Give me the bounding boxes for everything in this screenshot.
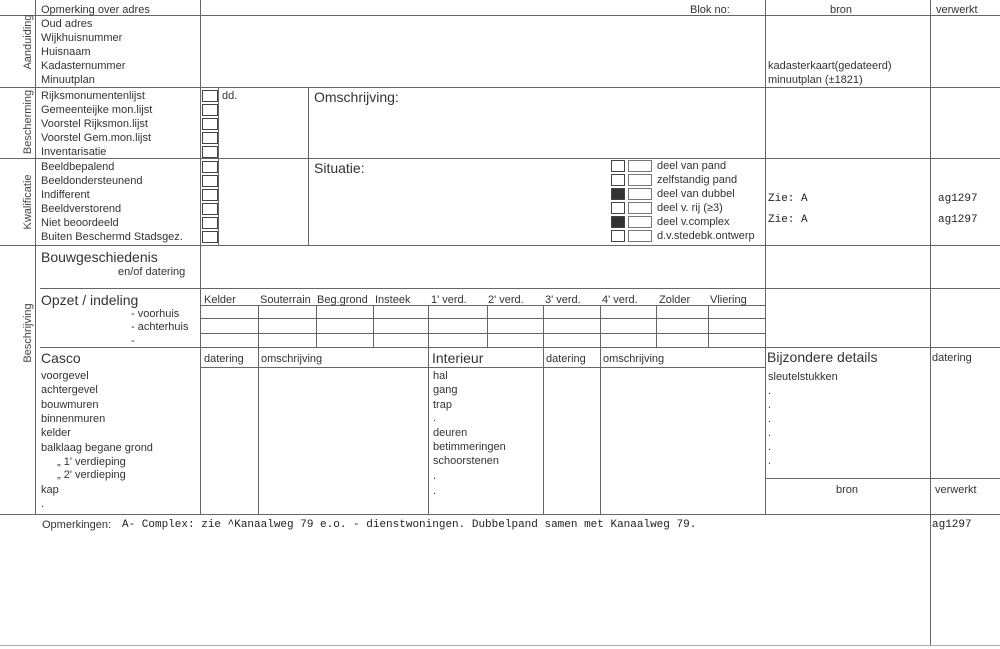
grid-line	[0, 87, 1000, 88]
source-item: kadasterkaart(gedateerd)	[768, 60, 892, 72]
details-verwerkt-header: verwerkt	[935, 484, 977, 496]
situatie-checkbox[interactable]	[611, 230, 625, 242]
situatie-option-label: deel van dubbel	[657, 188, 735, 200]
checkbox[interactable]	[202, 118, 218, 130]
grid-line	[200, 0, 201, 514]
details-item: .	[768, 413, 772, 425]
grid-line	[35, 0, 36, 514]
casco-item: achtergevel	[41, 384, 98, 396]
interieur-item: gang	[433, 384, 458, 396]
kwalificatie-item: Beeldbepalend	[41, 161, 115, 173]
grid-line	[656, 305, 657, 347]
floor-header: 4' verd.	[602, 294, 638, 306]
details-item: .	[768, 441, 772, 453]
casco-item: binnenmuren	[41, 413, 106, 425]
kwalificatie-item: Niet beoordeeld	[41, 217, 119, 229]
checkbox[interactable]	[202, 132, 218, 144]
datering-sublabel: en/of datering	[118, 266, 186, 278]
grid-line	[40, 288, 1000, 289]
grid-line	[428, 305, 429, 347]
side-label-bescherming: Bescherming	[22, 89, 34, 155]
situatie-option-label: zelfstandig pand	[657, 174, 738, 186]
interieur-item: hal	[433, 370, 448, 382]
checkbox[interactable]	[202, 217, 218, 229]
grid-line	[373, 305, 374, 347]
kwalificatie-item: Indifferent	[41, 189, 90, 201]
grid-line	[200, 367, 765, 368]
grid-line	[200, 318, 765, 319]
interieur-item: .	[433, 470, 437, 482]
checkbox[interactable]	[202, 231, 218, 243]
interieur-omschrijving-header: omschrijving	[603, 353, 665, 365]
verwerkt-code: ag1297	[938, 214, 978, 226]
grid-line	[600, 347, 601, 514]
situatie-checkbox[interactable]	[611, 202, 625, 214]
situatie-checkbox-checked[interactable]	[611, 188, 625, 200]
side-label-beschrijving: Beschrijving	[22, 303, 34, 363]
floor-header: 3' verd.	[545, 294, 581, 306]
checkbox[interactable]	[202, 203, 218, 215]
situatie-option-label: deel v. rij (≥3)	[657, 202, 723, 214]
floor-header: Zolder	[659, 294, 691, 306]
grid-line	[258, 305, 259, 347]
zie-reference: Zie: A	[768, 193, 808, 205]
grid-line	[765, 478, 1000, 479]
grid-line	[930, 0, 931, 645]
checkbox[interactable]	[202, 161, 218, 173]
grid-line	[543, 305, 544, 347]
side-label-kwalificatie: Kwalificatie	[22, 174, 34, 230]
details-item: .	[768, 455, 772, 467]
grid-line	[200, 333, 765, 334]
checkbox[interactable]	[202, 175, 218, 187]
kwalificatie-item: Beeldverstorend	[41, 203, 122, 215]
aanduiding-item: Minuutplan	[41, 74, 95, 86]
dd-label: dd.	[222, 90, 238, 102]
omschrijving-label: Omschrijving:	[314, 89, 399, 105]
grid-line	[218, 87, 219, 158]
opzet-row: - achterhuis	[131, 321, 189, 333]
floor-header: Souterrain	[260, 294, 311, 306]
interieur-item: deuren	[433, 427, 468, 439]
grid-line	[308, 87, 309, 245]
grid-line	[0, 645, 1000, 646]
casco-item: .	[41, 498, 45, 510]
casco-item: „ 1' verdieping	[57, 456, 126, 468]
grid-line	[40, 347, 1000, 348]
aanduiding-item: Huisnaam	[41, 46, 91, 58]
interieur-item: schoorstenen	[433, 455, 500, 467]
details-label: Bijzondere details	[767, 349, 878, 365]
interieur-label: Interieur	[432, 350, 484, 366]
interieur-item: .	[433, 485, 437, 497]
interieur-item: .	[433, 412, 437, 424]
side-label-aanduiding: Aanduiding	[22, 14, 34, 70]
details-bron-header: bron	[836, 484, 859, 496]
opmerkingen-label: Opmerkingen:	[42, 519, 112, 531]
situatie-option-label: deel v.complex	[657, 216, 730, 228]
pand-icon	[628, 160, 652, 172]
situatie-checkbox[interactable]	[611, 174, 625, 186]
checkbox[interactable]	[202, 189, 218, 201]
opzet-row: -	[131, 335, 135, 347]
details-item: .	[768, 385, 772, 397]
interieur-datering-header: datering	[546, 353, 586, 365]
details-item: sleutelstukken	[768, 371, 838, 383]
details-item: .	[768, 399, 772, 411]
grid-line	[487, 305, 488, 347]
situatie-option-label: deel van pand	[657, 160, 727, 172]
zelfstandig-pand-icon	[628, 174, 652, 186]
floor-header: Beg.grond	[317, 294, 368, 306]
grid-line	[600, 305, 601, 347]
bescherming-item: Gemeenteijke mon.lijst	[41, 104, 153, 116]
grid-line	[708, 305, 709, 347]
floor-header: Kelder	[204, 294, 236, 306]
casco-item: kap	[41, 484, 59, 496]
aanduiding-item: Kadasternummer	[41, 60, 126, 72]
bescherming-item: Rijksmonumentenlijst	[41, 90, 145, 102]
verwerkt-code: ag1297	[938, 193, 978, 205]
casco-label: Casco	[41, 350, 81, 366]
zie-reference: Zie: A	[768, 214, 808, 226]
checkbox[interactable]	[202, 146, 218, 158]
grid-line	[428, 347, 429, 514]
kwalificatie-item: Beeldondersteunend	[41, 175, 143, 187]
opmerkingen-verwerkt: ag1297	[932, 519, 972, 531]
bescherming-item: Voorstel Gem.mon.lijst	[41, 132, 152, 144]
kwalificatie-item: Buiten Beschermd Stadsgez.	[41, 231, 183, 243]
details-datering-header: datering	[932, 352, 972, 364]
situatie-label: Situatie:	[314, 160, 365, 176]
opzet-label: Opzet / indeling	[41, 292, 139, 308]
interieur-item: betimmeringen	[433, 441, 506, 453]
grid-line	[258, 347, 259, 514]
opzet-row: - voorhuis	[131, 308, 180, 320]
grid-line	[0, 245, 1000, 246]
checkbox[interactable]	[202, 90, 218, 102]
checkbox[interactable]	[202, 104, 218, 116]
grid-line	[0, 514, 1000, 515]
floor-header: Insteek	[375, 294, 411, 306]
floor-header: Vliering	[710, 294, 747, 306]
interieur-item: trap	[433, 399, 452, 411]
casco-item: balklaag begane grond	[41, 442, 153, 454]
source-item: minuutplan (±1821)	[768, 74, 863, 86]
situatie-option-label: d.v.stedebk.ontwerp	[657, 230, 755, 242]
verwerkt-header: verwerkt	[936, 4, 978, 16]
casco-omschrijving-header: omschrijving	[261, 353, 323, 365]
floor-header: 2' verd.	[488, 294, 524, 306]
situatie-checkbox[interactable]	[611, 160, 625, 172]
casco-item: bouwmuren	[41, 399, 99, 411]
bescherming-item: Inventarisatie	[41, 146, 107, 158]
grid-line	[543, 347, 544, 514]
grid-line	[0, 158, 1000, 159]
bron-header: bron	[830, 4, 853, 16]
casco-item: kelder	[41, 427, 71, 439]
grid-line	[765, 0, 766, 514]
dubbel-pand-icon	[628, 188, 652, 200]
casco-item: voorgevel	[41, 370, 89, 382]
stedebouw-icon	[628, 230, 652, 242]
blok-label: Blok no:	[690, 4, 730, 16]
grid-line	[316, 305, 317, 347]
situatie-checkbox-checked[interactable]	[611, 216, 625, 228]
casco-datering-header: datering	[204, 353, 244, 365]
bouwgeschiedenis-label: Bouwgeschiedenis	[41, 249, 158, 265]
floor-header: 1' verd.	[431, 294, 467, 306]
aanduiding-item: Opmerking over adres	[41, 4, 150, 16]
details-item: .	[768, 427, 772, 439]
aanduiding-item: Oud adres	[41, 18, 93, 30]
casco-item: „ 2' verdieping	[57, 469, 126, 481]
grid-line	[218, 158, 219, 245]
bescherming-item: Voorstel Rijksmon.lijst	[41, 118, 148, 130]
rij-icon	[628, 202, 652, 214]
opmerkingen-text: A- Complex: zie ^Kanaalweg 79 e.o. - dienstwoningen. Dubbelpand samen met Kanaalweg 79.	[122, 519, 697, 531]
aanduiding-item: Wijkhuisnummer	[41, 32, 123, 44]
complex-icon	[628, 216, 652, 228]
